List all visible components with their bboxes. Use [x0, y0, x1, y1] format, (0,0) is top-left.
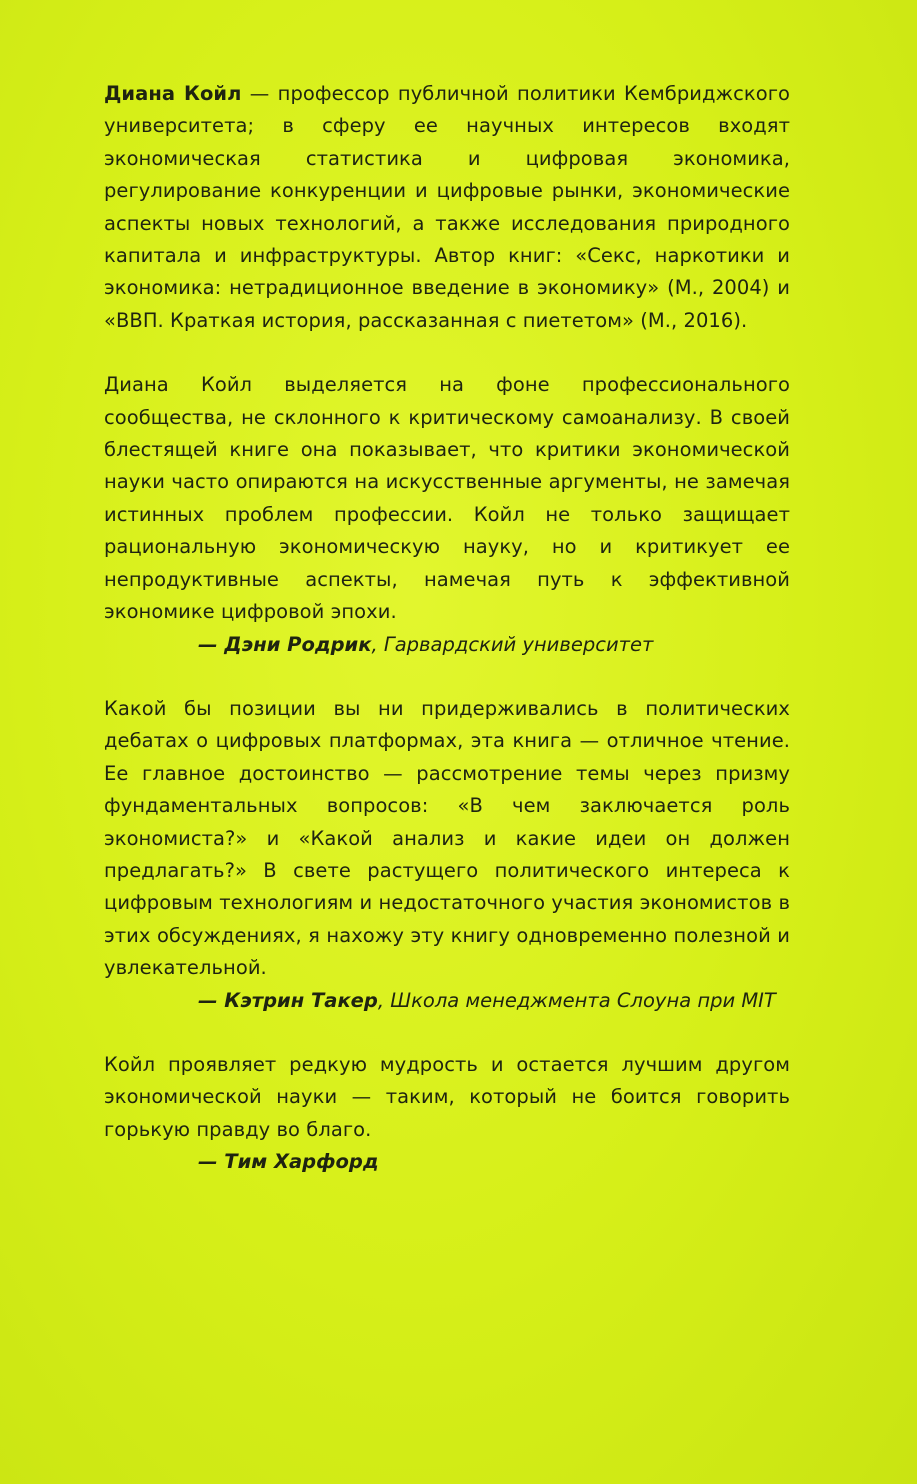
review-dash: — [198, 1150, 225, 1174]
review-quote-harford [104, 1049, 790, 1179]
review-dash: — [198, 988, 225, 1012]
author-bio-text: — профессор публичной политики Кембриджского университета; в сферу ее научных интересов входят экономическая статистика и цифровая экономика, регулирование конкуренции и цифровые рынки, экономические аспекты новых технологий, а также исследования природного капитала и инфраструктуры. Автор книг: «Секс, наркотики и экономика: нетрадиционное введение в экономику» (М., 2004) и «ВВП. Краткая история, рассказанная с пиететом» (М., 2016). [104, 82, 790, 332]
review-quote-text: Диана Койл выделяется на фоне профессионального сообщества, не склонного к критическому самоанализу. В своей блестящей книге она показывает, что критики экономической науки часто опираются на искусственные аргументы, не замечая истинных проблем профессии. Койл не только защищает рациональную экономическую науку, но и критикует ее непродуктивные аспекты, намечая путь к эффективной экономике цифровой эпохи. [104, 373, 790, 624]
review-quote-text: Какой бы позиции вы ни придерживались в политических дебатах о цифровых платформах, эта книга — отличное чтение. Ее главное достоинство — рассмотрение темы через призму фундаментальных вопросов: «В чем заключается роль экономиста?» и «Какой анализ и какие идеи он должен предлагать?» В свете растущего политического интереса к цифровым технологиям и недостаточного участия экономистов в этих обсуждениях, я нахожу эту книгу одновременно полезной и увлекательной. [104, 696, 790, 980]
review-author: Кэтрин Такер [224, 988, 378, 1012]
author-bio [104, 78, 790, 337]
review-attribution [104, 629, 790, 661]
cover-text-column [104, 78, 790, 1179]
review-author: Тим Харфорд [224, 1150, 379, 1174]
review-affiliation: , Гарвардский университет [371, 632, 654, 656]
review-dash: — [198, 632, 225, 656]
author-bio-name: Диана Койл [104, 82, 242, 105]
review-author: Дэни Родрик [224, 632, 372, 656]
review-attribution [104, 985, 790, 1017]
review-quote-text: Койл проявляет редкую мудрость и остается лучшим другом экономической науки — таким, который не боится говорить горькую правду во благо. [104, 1052, 790, 1141]
review-quote-rodrik [104, 369, 790, 661]
review-affiliation: , Школа менеджмента Слоуна при MIT [377, 988, 776, 1012]
review-quote-tucker [104, 693, 790, 1017]
review-attribution [104, 1146, 790, 1178]
